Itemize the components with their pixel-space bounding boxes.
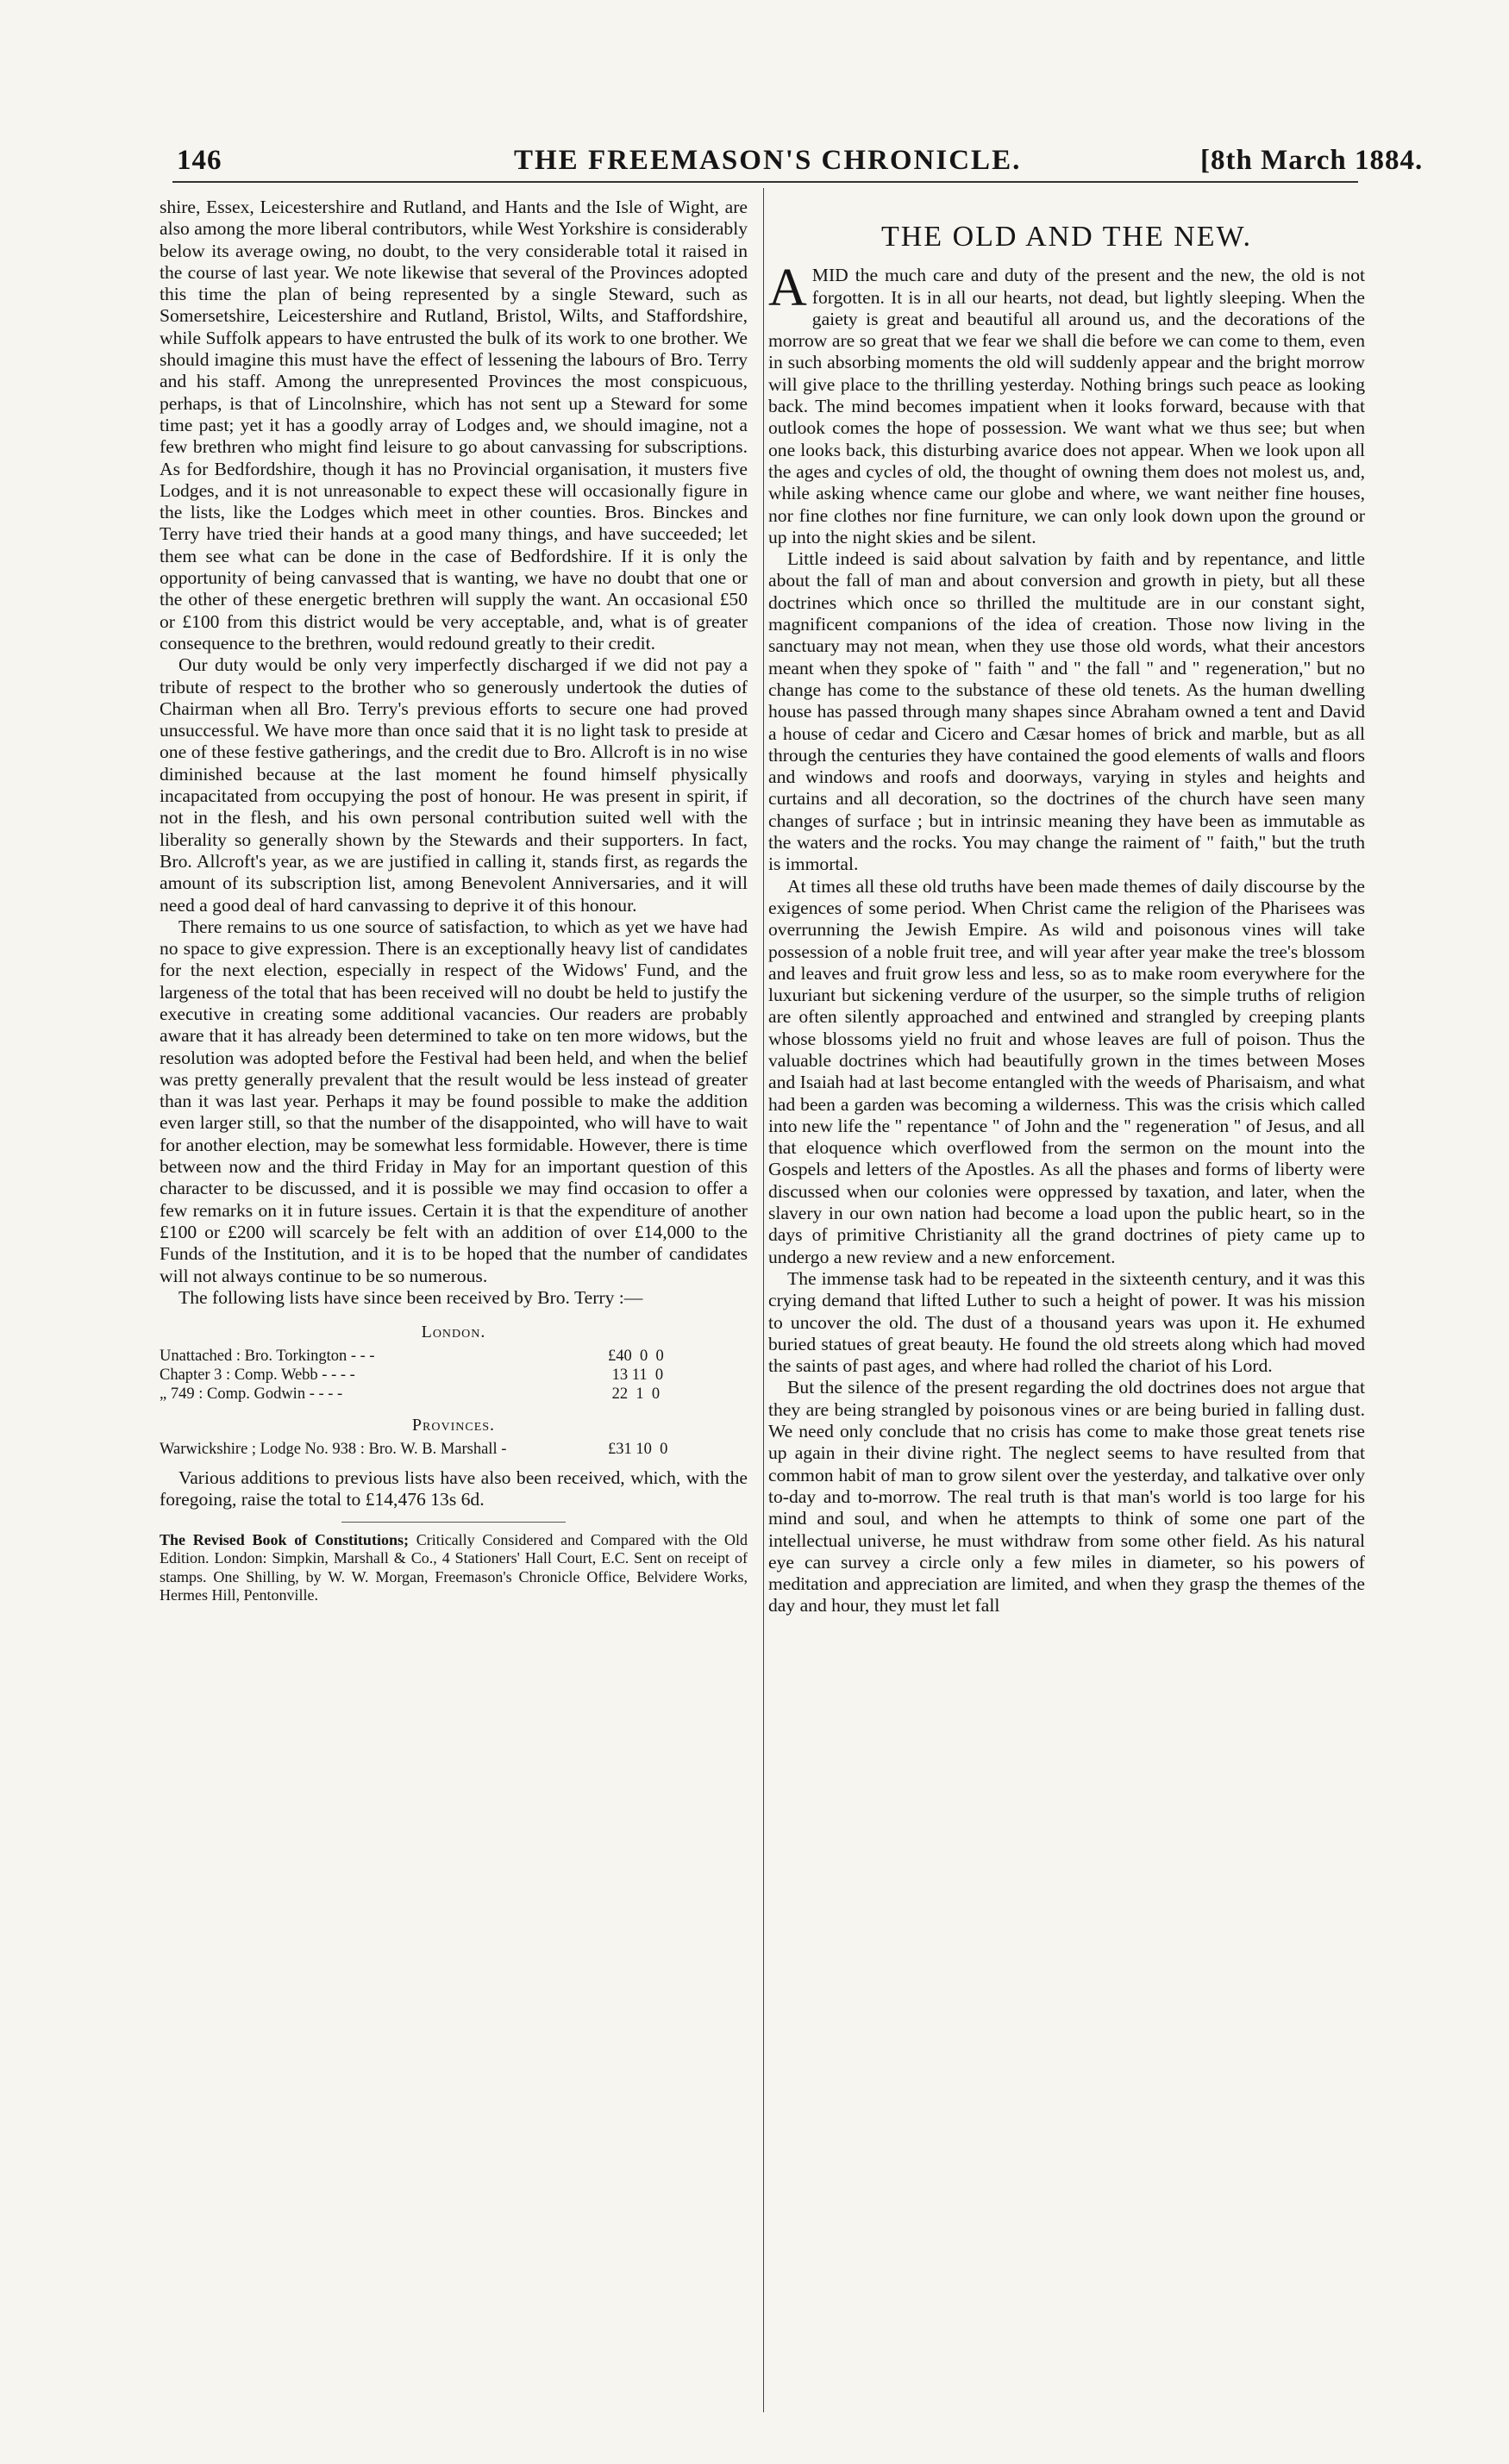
section-rule xyxy=(341,1522,566,1523)
first-paragraph xyxy=(768,259,1365,548)
notice-title: The Revised Book of Constitutions; xyxy=(160,1530,409,1548)
list-row xyxy=(160,1440,748,1459)
column-divider xyxy=(763,188,764,2412)
provinces-heading: Provinces. xyxy=(411,1416,496,1435)
closing-paragraph: Various additions to previous lists have also been received, which, with the foregoing, raise the total to £14,476 13s 6d. xyxy=(160,1467,748,1510)
paragraph: At times all these old truths have been made themes of daily discourse by the exigences of some period. When Christ came the religion of the Pharisees was overrunning the Jewish Empire. As wild and poisonous vines will take possession of a noble fruit tree, and will year after year make the tree's blossom and leaves and fruit grow less and less, so as to make room everywhere for the luxuriant but sickening verdure of the usurper, so the simple truths of religion are often silently approached and entwined and strangled by creeping plants whose blossoms yield no fruit and whose leaves are full of poison. Thus the valuable doctrines which had beautifully grown in the times between Moses and Isaiah had at last become entangled with the weeds of Pharisaism, and what had been a garden was becoming a wilderness. This was the crisis which called into new life the " repentance " of John and the " regeneration " of Jesus, and all that eloquence which overflowed from the sermon on the mount into the Gospels and letters of the Apostles. As all the phases and forms of liberty were discussed when our colonies were oppressed by taxation, and later, when the slavery in our own nation had become a load upon the public heart, so in the days of primitive Christianity all the grand doctrines of piety came up to undergo a new review and a new enforcement. xyxy=(768,875,1365,1267)
paragraph: shire, Essex, Leicestershire and Rutland, and Hants and the Isle of Wight, are also among the more liberal contributors, while West Yorkshire is considerably below its average owing, no doubt, to the very considerable total it raised in the course of last year. We note likewise that several of the Provinces adopted this time the plan of being represented by a single Steward, such as Somersetshire, Leicestershire and Rutland, Bristol, Wilts, and Staffordshire, while Suffolk appears to have entrusted the bulk of its work to one brother. We should imagine this must have the effect of lessening the labours of Bro. Terry and his staff. Among the unrepresented Provinces the most conspicuous, perhaps, is that of Lincolnshire, which has not sent up a Steward for some time past; yet it has a goodly array of Lodges and, we should imagine, not a few brethren who might find leisure to go about canvassing for subscriptions. As for Bedfordshire, though it has no Provincial organisation, it musters five Lodges, and it is not unreasonable to expect these will occasionally figure in the lists, like the Lodges which meet in other counties. Bros. Binckes and Terry have tried their hands at a good many things, and have succeeded; let them see what can be done in the case of Bedfordshire. If it is only the opportunity of being canvassed that is wanting, we have no doubt that one or the other of these energetic brethren will supply the want. An occasional £50 or £100 from this district would be very acceptable, and, what is of greater consequence to the brethren, would redound greatly to their credit. xyxy=(160,197,748,654)
book-notice xyxy=(160,1531,748,1605)
list-row-desc: Warwickshire ; Lodge No. 938 : Bro. W. B. Marshall - xyxy=(160,1441,507,1459)
list-row-desc: Chapter 3 : Comp. Webb - - - - xyxy=(160,1366,355,1385)
dropcap: A xyxy=(768,259,807,318)
paragraph: Our duty would be only very imperfectly discharged if we did not pay a tribute of respect to the brother who so generously undertook the duties of Chairman when all Bro. Terry's previous efforts to secure one had proved unsuccessful. We have more than once said that it is no light task to preside at one of these festive gatherings, and the credit due to Bro. Allcroft is in no wise diminished because at the last moment he found himself physically incapacitated from occupying the post of honour. He was present in spirit, if not in the flesh, and his own personal contribution suited well with the liberality so generally shown by the Stewards and their supporters. In fact, Bro. Allcroft's year, as we are justified in calling it, stands first, as regards the amount of its subscription list, among Benevolent Anniversaries, and it will need a good deal of hard canvassing to deprive it of this honour. xyxy=(160,654,748,916)
article-title: THE OLD AND THE NEW. xyxy=(880,221,1253,253)
paragraph: The immense task had to be repeated in the sixteenth century, and it was this crying demand that lifted Luther to such a height of power. It was his mission to uncover the old. The dust of a thousand years was upon it. He exhumed buried statues of great beauty. He found the old streets along which had moved the saints of past ages, and where had rolled the chariot of his Lord. xyxy=(768,1267,1365,1377)
list-row-amount: 22 1 0 xyxy=(608,1385,661,1404)
first-paragraph-text: MID the much care and duty of the present and the new, the old is not forgotten. It is in all our hearts, not dead, but lightly sleeping. When the gaiety is great and beautiful all around us, and the decorations of the morrow are so great that we fear we shall die before we can come to them, even in such absorbing moments the old will suddenly appear and the bright morrow will give place to the thrilling yesterday. Nothing brings such peace as looking back. The mind becomes impatient when it looks forward, because with that outlook comes the hope of possession. We want what we thus see; but when one looks back, this disturbing avarice does not appear. When we look upon all the ages and cycles of old, the thought of owning them does not molest us, and, while asking whence came our globe and where, we want neither fine houses, nor fine clothes nor fine furniture, we can only look down upon the ground or up into the night skies and be silent. xyxy=(768,265,1365,547)
notice-text: Critically Considered and Compared with the Old Edition. London: Simpkin, Marshall & Co., 4 Stationers' Hall Court, E.C. Sent on receipt of stamps. One Shilling, by W. W. Morgan, Freemason's Chronicle Office, Belvidere Works, Hermes Hill, Pentonville. xyxy=(160,1530,748,1604)
list-row xyxy=(160,1347,748,1366)
page-number: 146 xyxy=(177,145,222,176)
list-row xyxy=(160,1385,748,1404)
header-rule xyxy=(172,181,1358,183)
list-row-amount: £40 0 0 xyxy=(608,1348,664,1366)
issue-date: [8th March 1884. xyxy=(1200,145,1424,176)
list-row xyxy=(160,1366,748,1385)
right-column xyxy=(768,197,1365,1617)
left-column xyxy=(160,197,748,1605)
paragraph: The following lists have since been received by Bro. Terry :— xyxy=(178,1286,643,1308)
list-row-amount: 13 11 0 xyxy=(608,1366,664,1385)
paragraph: Little indeed is said about salvation by faith and by repentance, and little about the fall of man and about conversion and growth in piety, but all these doctrines which once so thrilled the multitude are in our constant sight, magnificent companions of the idea of creation. Those now living in the sanctuary may not mean, when they use those old words, what their ancestors meant when they spoke of " faith " and " the fall " and " regeneration," but no change has come to the substance of these old tenets. As the human dwelling house has passed through many shapes since Abraham owned a tent and David a house of cedar and Cicero and Cæsar homes of brick and marble, but as all through the centuries they have contained the good elements of walls and floors and windows and roofs and doorways, varying in styles and heights and curtains and all decoration, so the doctrines of the church have seen many changes of surface ; but in intrinsic meaning they have been as immutable as the waters and the rocks. You may change the raiment of " faith," but the truth is immortal. xyxy=(768,548,1365,875)
list-row-desc: Unattached : Bro. Torkington - - - xyxy=(160,1348,375,1366)
newspaper-title: THE FREEMASON'S CHRONICLE. xyxy=(514,145,1022,176)
paragraph: But the silence of the present regarding the old doctrines does not argue that they are being strangled by poisonous vines or are being buried in falling dust. We need only conclude that no crisis has come to make those great tenets rise up again in their divine right. The neglect seems to have resulted from that common habit of man to grow silent over the yesterday, and talkative over only to-day and to-morrow. The real truth is that man's world is too large for his mind and soul, and when he attempts to think of some one part of the intellectual universe, he must withdraw from some other field. As his natural eye can survey a circle only a few miles in diameter, so his powers of meditation and appreciation are limited, and when they grasp the themes of the day and hour, they must let fall xyxy=(768,1377,1365,1617)
list-row-amount: £31 10 0 xyxy=(608,1441,668,1459)
list-row-desc: „ 749 : Comp. Godwin - - - - xyxy=(160,1385,343,1404)
subscription-lists xyxy=(160,1323,748,1459)
paragraph: There remains to us one source of satisfaction, to which as yet we have had no space to give expression. There is an exceptionally heavy list of candidates for the next election, especially in respect of the Widows' Fund, and the largeness of the total that has been received will no doubt be held to justify the executive in creating some additional vacancies. Our readers are probably aware that it has already been determined to take on ten more widows, but the resolution was adopted before the Festival had been held, and when the belief was pretty generally prevalent that the result would be less instead of greater than it was last year. Perhaps it may be found possible to make the addition even larger still, so that the number of the disappointed, who will have to wait for another election, may be somewhat less formidable. However, there is time between now and the third Friday in May for an important question of this character to be discussed, and it is possible we may find occasion to offer a few remarks on it in future issues. Certain it is that the expenditure of another £100 or £200 will scarcely be felt with an addition of over £14,000 to the Funds of the Institution, and it is to be hoped that the number of candidates will not always continue to be so numerous. xyxy=(160,916,748,1286)
london-heading: London. xyxy=(421,1323,486,1342)
